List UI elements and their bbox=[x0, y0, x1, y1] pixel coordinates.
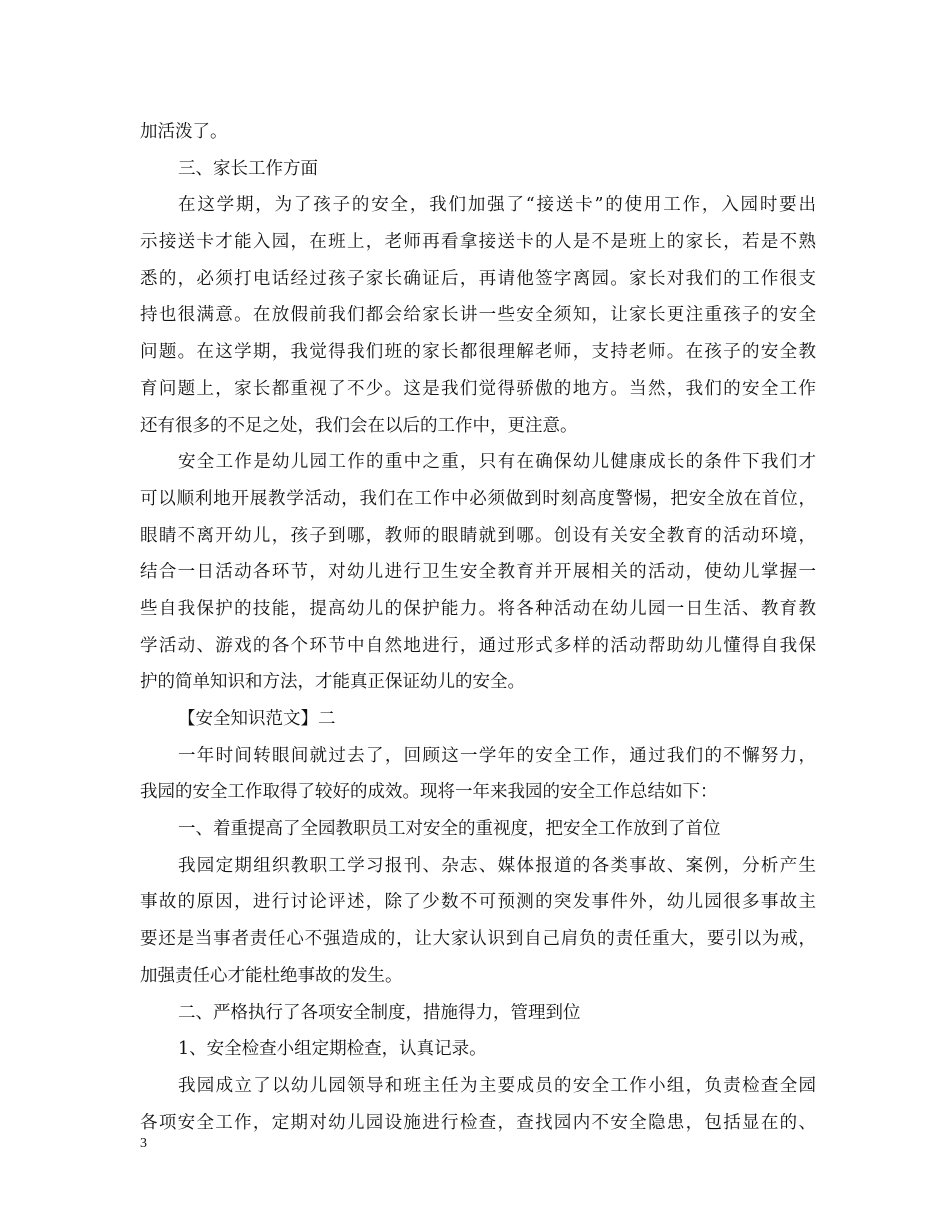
text-line: 可以顺利地开展教学活动，我们在工作中必须做到时刻高度警惕，把安全放在首位， bbox=[140, 488, 816, 509]
text-line: 事故的原因，进行讨论评述，除了少数不可预测的突发事件外，幼儿园很多事故主 bbox=[140, 892, 816, 913]
text-line: 悉的，必须打电话经过孩子家长确证后，再请他签字离园。家长对我们的工作很支 bbox=[140, 268, 816, 289]
text-line: 我园定期组织教职工学习报刊、杂志、媒体报道的各类事故、案例，分析产生 bbox=[178, 855, 816, 876]
section-heading: 一、着重提高了全园教职员工对安全的重视度，把安全工作放到了首位 bbox=[178, 819, 721, 840]
text-line: 示接送卡才能入园，在班上，老师再看拿接送卡的人是不是班上的家长，若是不熟 bbox=[140, 232, 816, 253]
text-line: 各项安全工作，定期对幼儿园设施进行检查，查找园内不安全隐患，包括显在的、 bbox=[140, 1112, 816, 1133]
text-line: 育问题上，家长都重视了不少。这是我们觉得骄傲的地方。当然，我们的安全工作 bbox=[140, 378, 816, 399]
text-line: 安全工作是幼儿园工作的重中之重，只有在确保幼儿健康成长的条件下我们才 bbox=[178, 452, 816, 473]
text-line: 学活动、游戏的各个环节中自然地进行，通过形式多样的活动帮助幼儿懂得自我保 bbox=[140, 635, 816, 656]
text-line: 加强责任心才能杜绝事故的发生。 bbox=[140, 965, 403, 986]
subsection-heading: 1、安全检查小组定期检查，认真记录。 bbox=[178, 1039, 487, 1060]
text-line: 护的简单知识和方法，才能真正保证幼儿的安全。 bbox=[140, 672, 525, 693]
section-heading: 三、家长工作方面 bbox=[178, 158, 318, 179]
text-line: 加活泼了。 bbox=[140, 122, 228, 142]
text-line: 持也很满意。在放假前我们都会给家长讲一些安全须知，让家长更注重孩子的安全 bbox=[140, 305, 816, 326]
text-line: 要还是当事者责任心不强造成的，让大家认识到自己肩负的责任重大，要引以为戒， bbox=[140, 929, 816, 950]
page-number: 3 bbox=[140, 1136, 147, 1151]
section-heading: 【安全知识范文】二 bbox=[178, 709, 336, 729]
text-line: 还有很多的不足之处，我们会在以后的工作中，更注意。 bbox=[140, 415, 578, 436]
text-line: 我园成立了以幼儿园领导和班主任为主要成员的安全工作小组，负责检查全园 bbox=[178, 1075, 816, 1096]
text-line: 眼睛不离开幼儿，孩子到哪，教师的眼睛就到哪。创设有关安全教育的活动环境， bbox=[140, 525, 816, 546]
text-line: 结合一日活动各环节，对幼儿进行卫生安全教育并开展相关的活动，使幼儿掌握一 bbox=[140, 562, 816, 583]
text-line: 一年时间转眼间就过去了，回顾这一学年的安全工作，通过我们的不懈努力， bbox=[178, 745, 816, 766]
document-body bbox=[140, 114, 816, 1141]
section-heading: 二、严格执行了各项安全制度，措施得力，管理到位 bbox=[178, 1002, 581, 1023]
text-line: 些自我保护的技能，提高幼儿的保护能力。将各种活动在幼儿园一日生活、教育教 bbox=[140, 598, 816, 619]
text-line: 我园的安全工作取得了较好的成效。现将一年来我园的安全工作总结如下： bbox=[140, 782, 718, 803]
text-line: 问题。在这学期，我觉得我们班的家长都很理解老师，支持老师。在孩子的安全教 bbox=[140, 342, 816, 363]
text-line: 在这学期，为了孩子的安全，我们加强了“接送卡”的使用工作，入园时要出 bbox=[178, 195, 816, 216]
